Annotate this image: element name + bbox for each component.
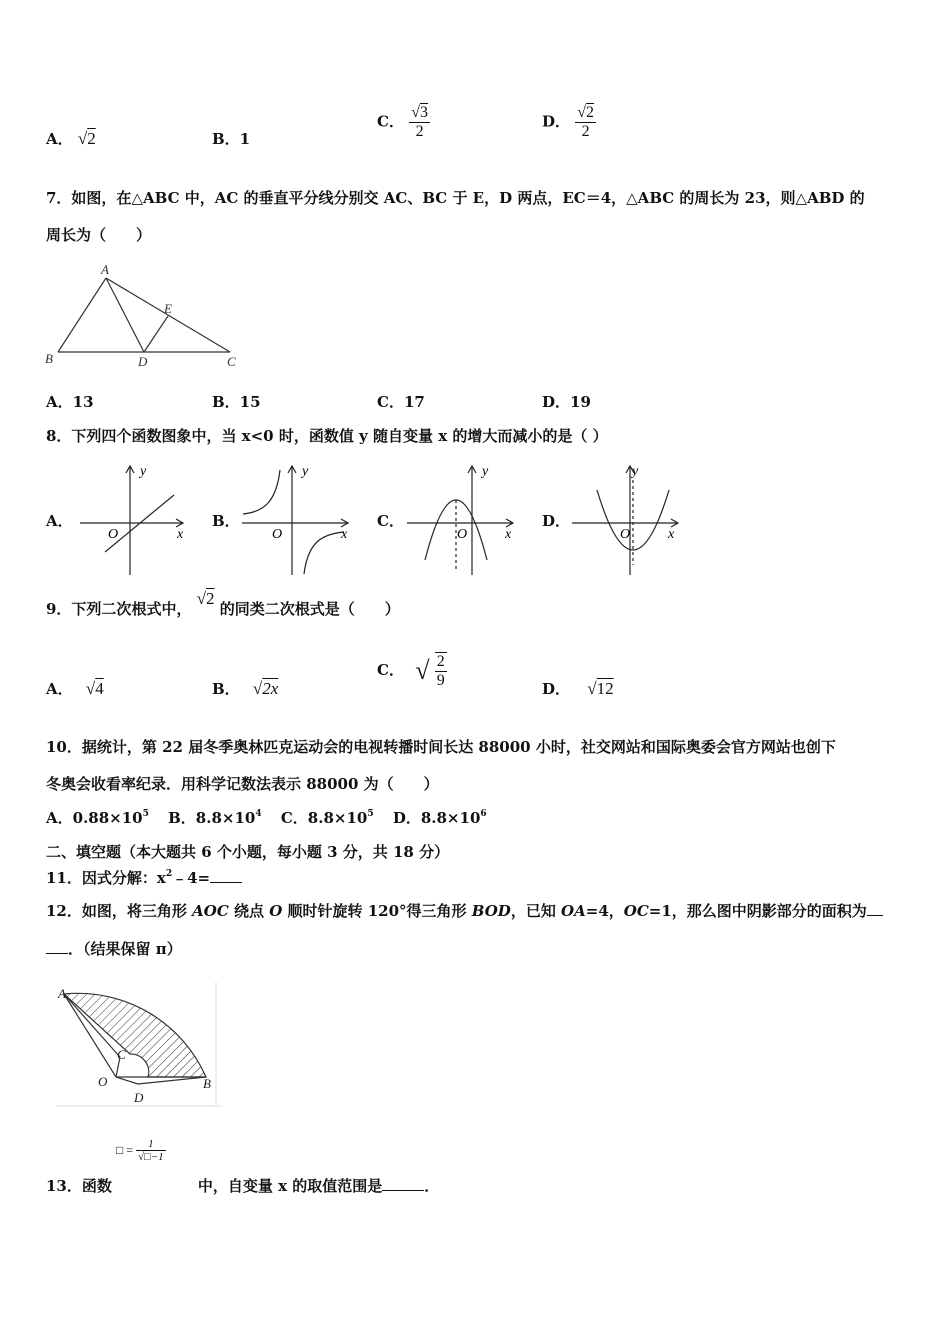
q10-options [46,807,487,828]
option-label: C． [377,112,404,131]
option-label: D． [542,112,571,131]
q6-option-c [377,104,430,141]
q13-text-pre: 13．函数 [46,1177,112,1195]
fraction: $\frac{√2}{2}$ [577,104,595,140]
axis-y-label: y [632,464,639,479]
q7-stem-line1: 7．如图，在△ABC 中，AC 的垂直平分线分别交 AC、BC 于 E，D 两点，EC＝4，△ABC 的周长为 23，则△ABD 的 [46,189,865,207]
graph-d [570,460,690,578]
axis-x-label: x [341,527,348,542]
graph-b [240,460,360,578]
q11-tail: ﹣4= [172,869,211,887]
section-title: 二、填空题（本大题共 6 个小题，每小题 3 分，共 18 分） [46,843,450,861]
fraction: $\frac{2}{9}$ [436,653,445,689]
option-label: A． [46,130,73,148]
label-b: B [45,351,53,366]
fraction: $\frac{√3}{2}$ [411,104,428,140]
q11-text: 11．因式分解：x [46,869,166,887]
q13-text-post: 中，自变量 x 的取值范围是 [197,1177,383,1195]
origin-label: O [620,527,631,542]
formula-lhs: □ = [116,1143,134,1157]
axis-x-label: x [505,527,512,542]
axis-x-label: x [668,527,675,542]
axis-y-label: y [140,464,147,479]
option-label: C． [377,661,404,679]
label-d: D [134,1090,144,1105]
answer-blank-start[interactable] [867,915,883,916]
origin-label: O [457,527,468,542]
q9-option-d [542,678,614,699]
graph-c [405,460,525,578]
q13-stem: 13．函数 中，自变量 x 的取值范围是 ． [46,1177,440,1195]
q10-stem-line2: 冬奥会收看率纪录．用科学记数法表示 88000 为（ ） [46,775,439,793]
q9-stem-pre: 9．下列二次根式中， [46,600,192,618]
q6-option-d [542,104,596,141]
label-d: D [138,354,148,369]
sqrt-expression: √2x [252,679,279,698]
triangle-figure [40,260,250,370]
rotation-figure [56,982,221,1110]
q7-option-d: D．19 [542,393,591,411]
axis-y-label: y [302,464,309,479]
sqrt-expression: √2 [196,589,215,608]
label-o: O [98,1074,108,1089]
label-e: E [164,301,172,316]
q9-stem-post: 的同类二次根式是（ ） [219,600,400,618]
sqrt-expression: √4 [85,679,104,698]
q10-option-a: A．$0.88\times 10^5$ [46,809,149,827]
q12-stem-line1: 12．如图，将三角形 AOC 绕点 O 顺时针旋转 120°得三角形 BOD，已知 OA=4，OC=1，那么图中阴影部分的面积为 [46,900,883,921]
option-label: D． [542,680,571,698]
axis-y-label: y [482,464,489,479]
label-b: B [203,1076,211,1091]
q7-option-c: C．17 [377,393,425,411]
q10-option-c: C．$8.8\times 10^5$ [280,809,374,827]
sqrt-expression: √12 [587,679,614,698]
q8-label-a: A． [46,512,73,530]
q9-option-c [377,652,447,690]
q8-stem: 8．下列四个函数图象中，当 x<0 时，函数值 y 随自变量 x 的增大而减小的是（ ） [46,427,608,445]
q10-option-d: D．$8.8\times 10^6$ [392,809,487,827]
q7-option-a: A．13 [46,393,94,411]
option-label: A． [46,680,73,698]
q7-stem-line2: 周长为（ ） [46,226,152,244]
graph-a [75,460,195,578]
q9-option-b [212,678,278,699]
sqrt-expression: √2 [77,129,96,148]
q9-option-a [46,678,104,699]
q11-stem: 11．因式分解：$x^2﹣4=$ [46,867,242,888]
q10-option-b: B．$8.8\times 10^4$ [168,809,262,827]
origin-label: O [272,527,283,542]
answer-blank-end[interactable] [46,953,68,954]
q9-stem [46,589,400,619]
q8-label-d: D． [542,512,571,530]
label-c: C [227,354,236,369]
label-a: A [58,986,66,1001]
sqrt-sign: √ [415,656,430,685]
q10-stem-line1: 10．据统计，第 22 届冬季奥林匹克运动会的电视转播时间长达 88000 小时，社交网站和国际奥委会官方网站也创下 [46,738,836,756]
q6-option-b: B．1 [212,130,251,148]
answer-blank[interactable] [382,1190,424,1191]
q6-option-a [46,128,96,149]
option-label: B． [212,680,240,698]
q12-stem-line2: ．（结果保留 π） [46,938,182,959]
q13-formula [116,1138,166,1163]
label-c: C [117,1047,126,1062]
q8-label-b: B． [212,512,240,530]
q8-label-c: C． [377,512,404,530]
answer-blank[interactable] [210,882,242,883]
formula-fraction: $\frac{1}{√□-1}$ [138,1138,164,1163]
q7-option-b: B．15 [212,393,261,411]
axis-x-label: x [177,527,184,542]
label-a: A [101,262,109,277]
origin-label: O [108,527,119,542]
